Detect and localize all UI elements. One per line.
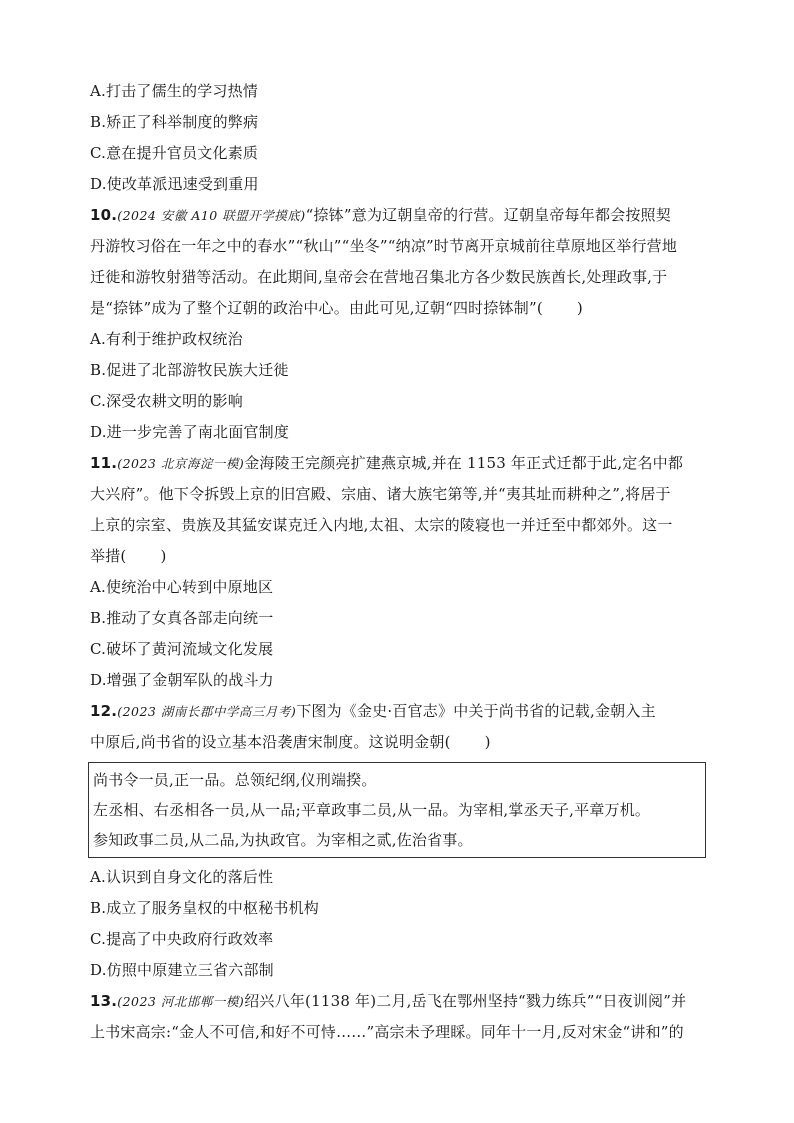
q11-option-b: B.推动了女真各部走向统一 [90, 609, 274, 627]
q10-close-paren: ) [576, 299, 583, 317]
q12-box-line-3: 参知政事二员,从二品,为执政官。为宰相之贰,佐治省事。 [93, 831, 473, 849]
q13-stem-line-2: 上书宋高宗:“金人不可信,和好不可恃……”高宗未予理睬。同年十一月,反对宋金“讲和”的 [90, 1023, 684, 1041]
q12-text-2: 中原后,尚书省的设立基本沿袭唐宋制度。这说明金朝( [90, 733, 451, 751]
q12-option-b: B.成立了服务皇权的中枢秘书机构 [90, 899, 319, 917]
q9-option-d: D.使改革派迅速受到重用 [90, 175, 259, 193]
q12-option-a: A.认识到自身文化的落后性 [90, 868, 274, 886]
q11-number: 11. [90, 454, 118, 472]
q12-box-line-2: 左丞相、右丞相各一员,从一品;平章政事二员,从一品。为宰相,掌丞天子,平章万机。 [93, 801, 651, 819]
q10-option-d: D.进一步完善了南北面官制度 [90, 423, 290, 441]
q11-option-d: D.增强了金朝军队的战斗力 [90, 671, 274, 689]
q13-number: 13. [90, 992, 118, 1010]
exam-page [90, 76, 730, 1048]
q11-source: (2023 北京海淀一模) [117, 456, 245, 471]
q12-close-paren: ) [484, 733, 491, 751]
q12-number: 12. [90, 702, 118, 720]
q13-text-1: 绍兴八年(1138 年)二月,岳飞在鄂州坚持“戮力练兵”“日夜训阅”并 [244, 992, 687, 1010]
q10-stem-line-2: 丹游牧习俗在一年之中的春水”“秋山”“坐冬”“纳凉”时节离开京城前往草原地区举行营地 [90, 237, 678, 255]
q12-stem-line-1 [90, 696, 730, 727]
q12-source: (2023 湖南长郡中学高三月考) [117, 704, 297, 719]
q12-box-line-1: 尚书令一员,正一品。总领纪纲,仪刑端揆。 [93, 771, 377, 789]
q10-option-b: B.促进了北部游牧民族大迁徙 [90, 361, 289, 379]
q11-stem-line-3: 上京的宗室、贵族及其猛安谋克迁入内地,太祖、太宗的陵寝也一并迁至中都郊外。这一 [90, 516, 673, 534]
q9-option-a: A.打击了儒生的学习热情 [90, 82, 259, 100]
q11-option-a: A.使统治中心转到中原地区 [90, 578, 274, 596]
q10-option-c: C.深受农耕文明的影响 [90, 392, 243, 410]
q11-stem-line-1 [90, 448, 730, 479]
q10-number: 10. [90, 206, 118, 224]
q9-option-c: C.意在提升官员文化素质 [90, 144, 259, 162]
q10-text-4: 是“捺钵”成为了整个辽朝的政治中心。由此可见,辽朝“四时捺钵制”( [90, 299, 543, 317]
q12-text-1: 下图为《金史·百官志》中关于尚书省的记载,金朝入主 [296, 702, 656, 720]
q10-option-a: A.有利于维护政权统治 [90, 330, 243, 348]
q10-source: (2024 安徽 A10 联盟开学摸底) [117, 208, 306, 223]
q9-option-b: B.矫正了科举制度的弊病 [90, 113, 259, 131]
q11-close-paren: ) [160, 547, 167, 565]
q10-stem-line-3: 迁徙和游牧射猎等活动。在此期间,皇帝会在营地召集北方各少数民族酋长,处理政事,于 [90, 268, 668, 286]
q12-option-d: D.仿照中原建立三省六部制 [90, 961, 274, 979]
q12-source-excerpt-box [88, 762, 706, 858]
q10-stem-line-1 [90, 200, 730, 231]
q12-option-c: C.提高了中央政府行政效率 [90, 930, 274, 948]
q11-stem-line-2: 大兴府”。他下令拆毁上京的旧宫殿、宗庙、诸大族宅第等,并“夷其址而耕种之”,将居于 [90, 485, 671, 503]
q12-stem-line-2 [90, 727, 730, 758]
q10-text-1: “捺钵”意为辽朝皇帝的行营。辽朝皇帝每年都会按照契 [305, 206, 671, 224]
q11-option-c: C.破坏了黄河流域文化发展 [90, 640, 274, 658]
q11-text-4: 举措( [90, 547, 127, 565]
q13-source: (2023 河北邯郸一模) [117, 994, 245, 1009]
q13-stem-line-1 [90, 986, 730, 1017]
q11-text-1: 金海陵王完颜亮扩建燕京城,并在 1153 年正式迁都于此,定名中都 [244, 454, 684, 472]
q10-stem-line-4 [90, 293, 730, 324]
q11-stem-line-4 [90, 541, 730, 572]
